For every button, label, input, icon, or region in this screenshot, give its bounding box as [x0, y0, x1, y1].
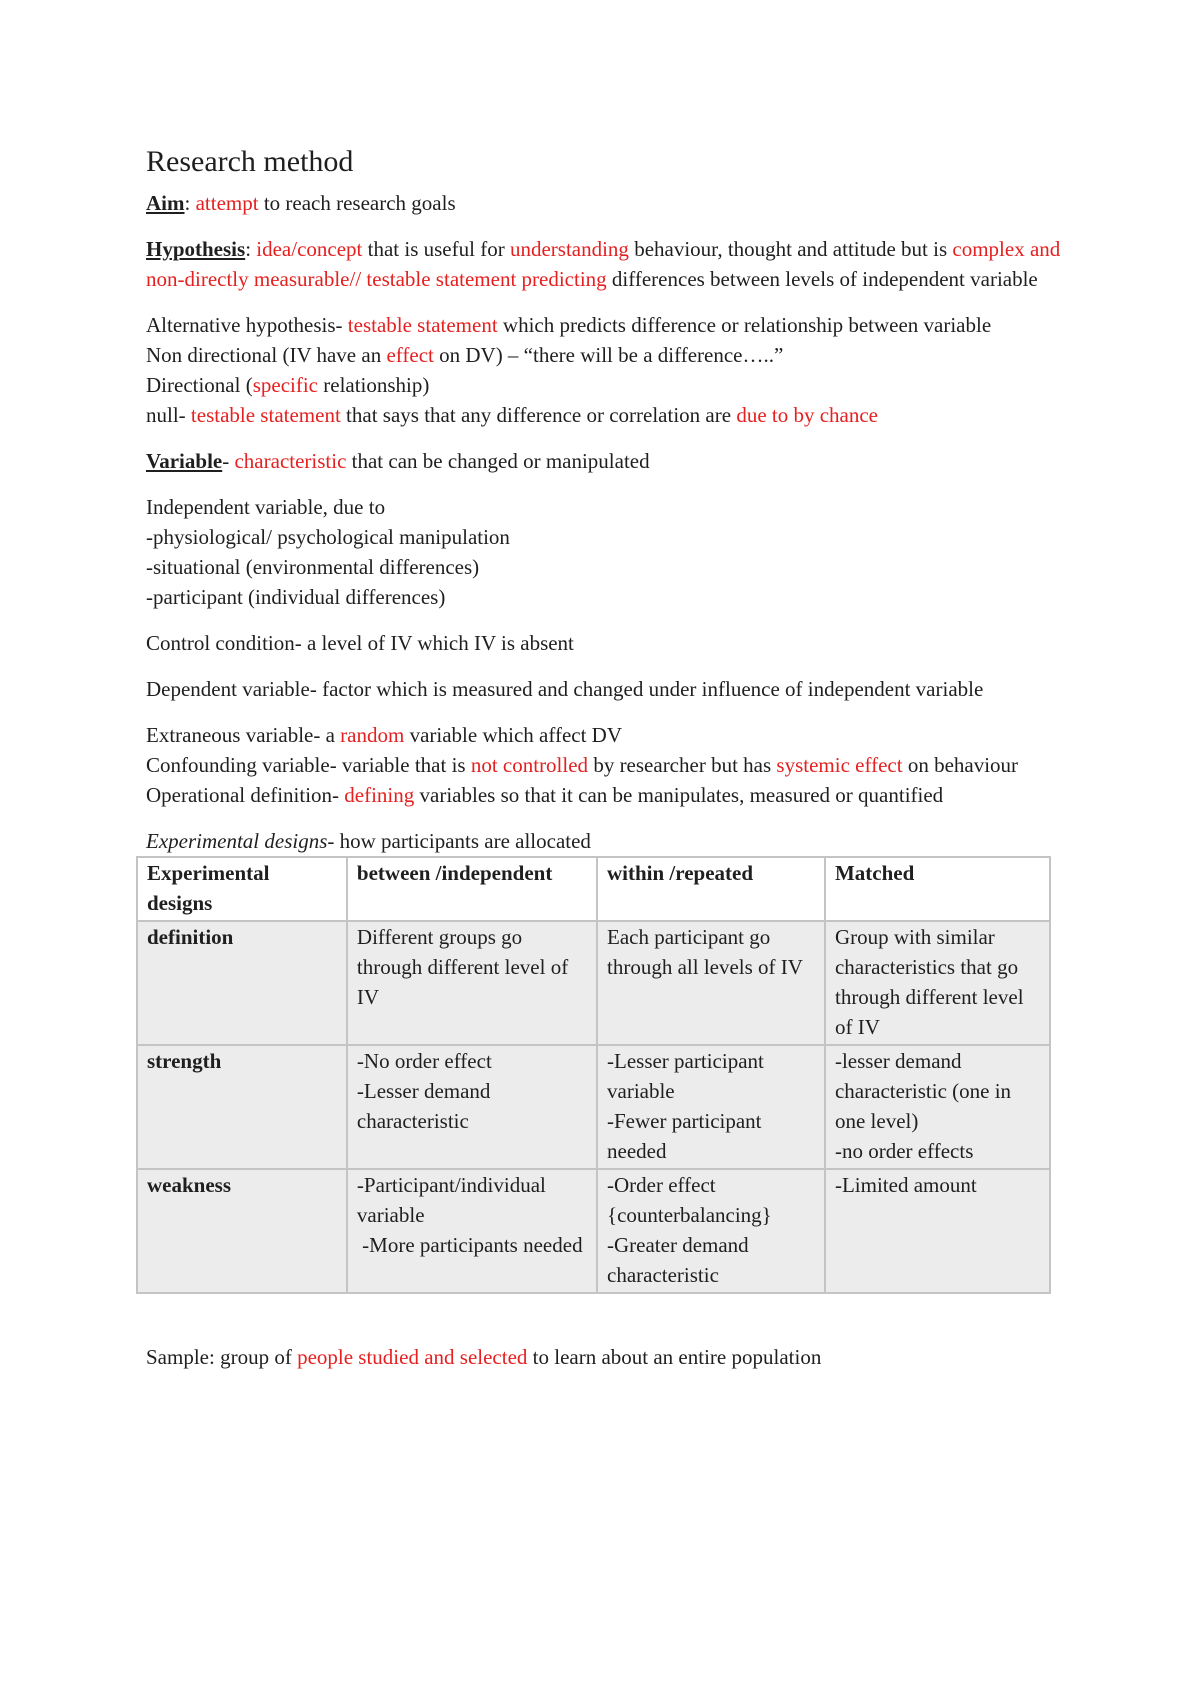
table-cell [597, 921, 825, 1045]
variable-paragraph [146, 446, 1066, 476]
alternative-highlight: testable statement [347, 313, 498, 337]
hypothesis-term: Hypothesis [146, 237, 246, 261]
table-cell [825, 1169, 1050, 1293]
cell-line: -More participants needed [356, 1233, 583, 1257]
document-page [146, 142, 1066, 1372]
aim-sep: : [184, 191, 196, 215]
hypothesis-highlight-3: complex and non-directly measurable// testable statement predicting [146, 237, 1061, 291]
hypothesis-text-2: behaviour, thought and attitude but is [628, 237, 953, 261]
independent-item: -participant (individual differences) [146, 585, 446, 609]
confounding-text-1: Confounding variable- variable that is [146, 753, 471, 777]
table-cell [825, 921, 1050, 1045]
null-highlight-1: testable statement [190, 403, 341, 427]
table-cell [825, 1045, 1050, 1169]
table-header-cell: between /independent [347, 857, 597, 921]
aim-text: to reach research goals [258, 191, 456, 215]
cell-line: -Lesser demand characteristic [356, 1079, 491, 1133]
null-highlight-2: due to by chance [736, 403, 879, 427]
non-directional-text-1: Non directional (IV have an [146, 343, 387, 367]
null-hypothesis [146, 400, 1066, 430]
designs-caption [146, 826, 1066, 856]
table-row [137, 1045, 1050, 1169]
variable-sep: - [222, 449, 235, 473]
directional-text-2: relationship) [318, 373, 430, 397]
designs-caption-italic: Experimental designs [146, 829, 328, 853]
row-label: definition [137, 921, 347, 1045]
independent-variable-heading: Independent variable, due to [146, 495, 386, 519]
sample-paragraph [146, 1342, 1066, 1372]
null-text-2: that says that any difference or correlation are [340, 403, 737, 427]
table-row [137, 1169, 1050, 1293]
table-header-cell: within /repeated [597, 857, 825, 921]
operational-text-1: Operational definition- [146, 783, 345, 807]
independent-item: -situational (environmental differences) [146, 555, 480, 579]
cell-line: -Limited amount [834, 1173, 977, 1197]
directional-text-1: Directional ( [146, 373, 253, 397]
control-condition: Control condition- a level of IV which IV is absent [146, 631, 574, 655]
alternative-hypothesis [146, 310, 1066, 340]
hypothesis-text-3: differences between levels of independent variable [606, 267, 1038, 291]
cell-line: -No order effect [356, 1049, 492, 1073]
confounding-text-2: by researcher but has [588, 753, 777, 777]
cell-line: -Fewer participant needed [607, 1109, 762, 1163]
operational-definition [146, 780, 1066, 810]
operational-text-2: variables so that it can be manipulates, measured or quantified [414, 783, 944, 807]
cell-line: -Lesser participant variable [607, 1049, 764, 1103]
table-cell [597, 1045, 825, 1169]
alternative-text-2: which predicts difference or relationship between variable [497, 313, 992, 337]
row-label: strength [137, 1045, 347, 1169]
cell-line: Each participant go through all levels of IV [607, 925, 803, 979]
confounding-text-3: on behaviour [902, 753, 1019, 777]
row-label: weakness [137, 1169, 347, 1293]
table-header-row [137, 857, 1050, 921]
hypothesis-text-1: that is useful for [362, 237, 510, 261]
non-directional [146, 340, 1066, 370]
variable-text: that can be changed or manipulated [346, 449, 650, 473]
experimental-designs-table [136, 856, 1051, 1294]
cell-line: Group with similar characteristics that go through different level of IV [834, 925, 1024, 1039]
extraneous-highlight: random [340, 723, 405, 747]
table-header-cell: Experimental designs [137, 857, 347, 921]
table-cell [347, 921, 597, 1045]
table-cell [597, 1169, 825, 1293]
confounding-highlight-1: not controlled [470, 753, 589, 777]
hypothesis-paragraph [146, 234, 1066, 294]
directional [146, 370, 1066, 400]
cell-line: -Order effect {counterbalancing} [607, 1173, 772, 1227]
page-title: Research method [146, 145, 354, 178]
hypothesis-highlight-2: understanding [509, 237, 629, 261]
designs-caption-text: - how participants are allocated [327, 829, 591, 853]
directional-highlight: specific [252, 373, 318, 397]
table-cell [347, 1169, 597, 1293]
aim-paragraph [146, 188, 1066, 218]
hypothesis-sep: : [245, 237, 257, 261]
cell-line: -Greater demand characteristic [607, 1233, 749, 1287]
sample-text-1: Sample: group of [146, 1345, 298, 1369]
extraneous-text-2: variable which affect DV [404, 723, 623, 747]
aim-highlight: attempt [195, 191, 259, 215]
cell-line: -Participant/individual variable [356, 1173, 546, 1227]
alternative-text-1: Alternative hypothesis- [146, 313, 348, 337]
variable-highlight: characteristic [234, 449, 347, 473]
variable-term: Variable [146, 449, 223, 473]
sample-highlight: people studied and selected [297, 1345, 528, 1369]
table-row [137, 921, 1050, 1045]
cell-line: -lesser demand characteristic (one in one level) [834, 1049, 1012, 1133]
aim-term: Aim [146, 191, 185, 215]
dependent-variable: Dependent variable- factor which is measured and changed under influence of independent variable [146, 677, 984, 701]
cell-line: -no order effects [834, 1139, 974, 1163]
cell-line: Different groups go through different level of IV [356, 925, 569, 1009]
non-directional-highlight: effect [386, 343, 434, 367]
extraneous-text-1: Extraneous variable- a [146, 723, 341, 747]
table-cell [347, 1045, 597, 1169]
extraneous-variable [146, 720, 1066, 750]
null-text-1: null- [146, 403, 191, 427]
table-header-cell: Matched [825, 857, 1050, 921]
confounding-variable [146, 750, 1066, 780]
sample-text-2: to learn about an entire population [527, 1345, 822, 1369]
operational-highlight: defining [344, 783, 415, 807]
hypothesis-highlight-1: idea/concept [256, 237, 363, 261]
confounding-highlight-2: systemic effect [776, 753, 903, 777]
independent-item: -physiological/ psychological manipulation [146, 525, 510, 549]
non-directional-text-2: on DV) – “there will be a difference…..” [433, 343, 784, 367]
